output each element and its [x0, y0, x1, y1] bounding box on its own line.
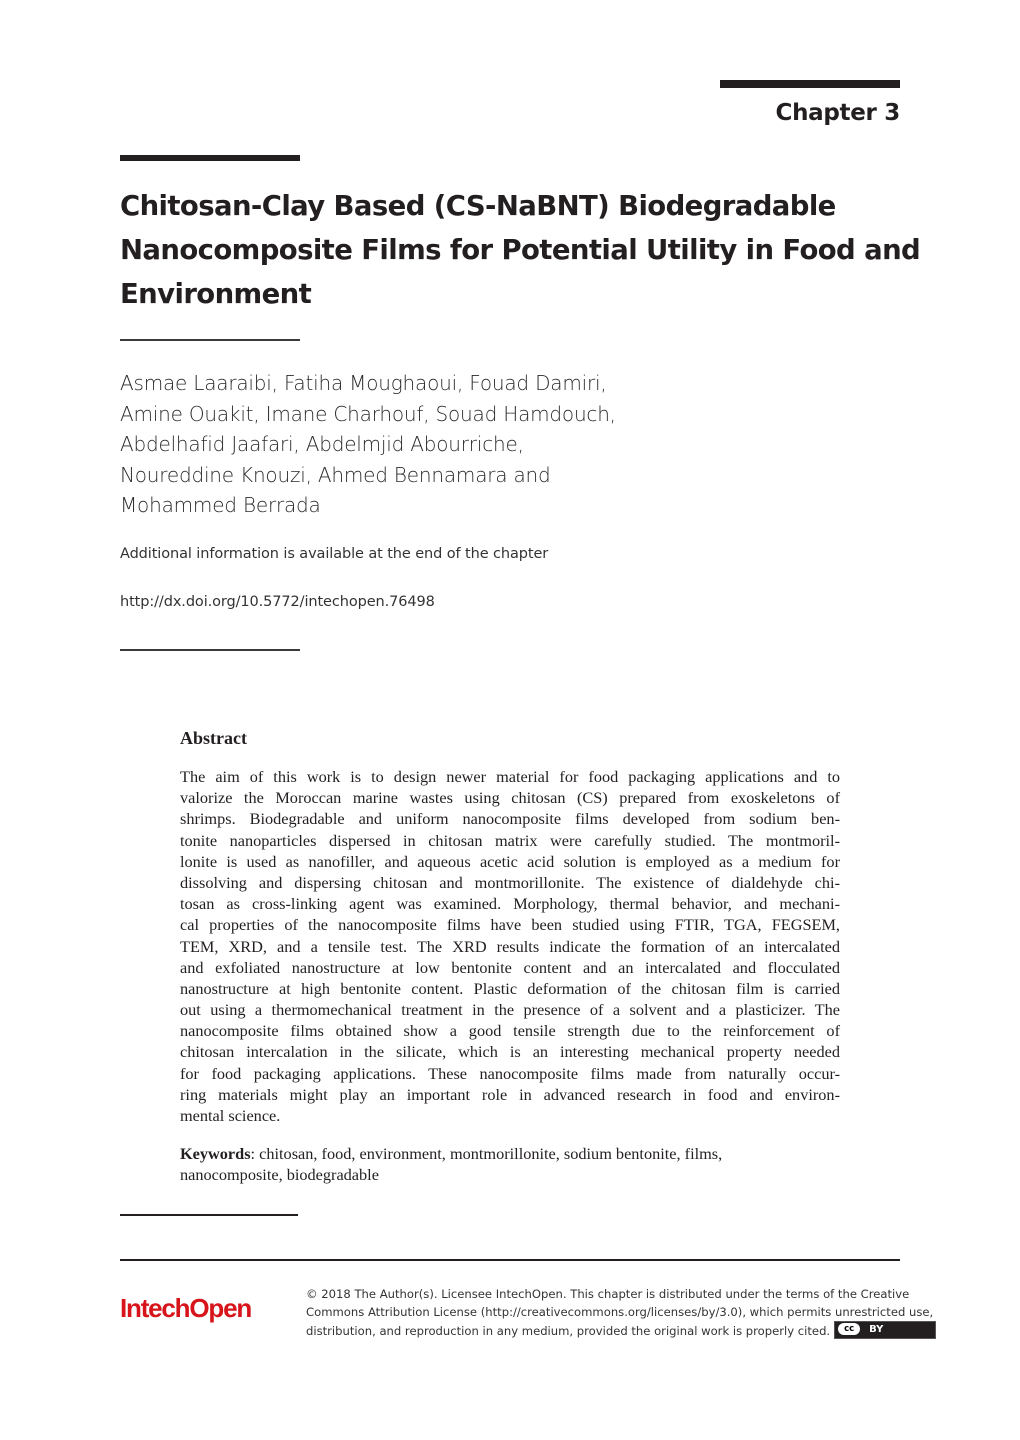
abstract-line: nanostructure at high bentonite content. Plastic deformation of the chitosan film is carried [180, 978, 840, 998]
additional-info-note: Additional information is available at the end of the chapter [120, 546, 549, 562]
keywords-line: nanocomposite, biodegradable [180, 1165, 379, 1185]
abstract-line: The aim of this work is to design newer material for food packaging applications and to [180, 767, 840, 786]
abstract-line: cal properties of the nanocomposite films have been studied using FTIR, TGA, FEGSEM, [180, 915, 840, 935]
cc-icon: cc [838, 1323, 860, 1335]
title-line: Environment [120, 278, 312, 310]
abstract-line: ring materials might play an important role in advanced research in food and environ- [180, 1084, 840, 1104]
keywords-list: : chitosan, food, environment, montmorillonite, sodium bentonite, films, [250, 1144, 723, 1163]
title-line: Chitosan-Clay Based (CS-NaBNT) Biodegradable [120, 190, 836, 222]
abstract-line: and exfoliated nanostructure at low bentonite content and an intercalated and flocculated [180, 957, 840, 977]
cc-by-license-badge[interactable] [834, 1321, 936, 1339]
author-line: Mohammed Berrada [120, 493, 321, 517]
abstract-line: valorize the Moroccan marine wastes using chitosan (CS) prepared from exoskeletons of [180, 788, 840, 808]
license-text: distribution, and reproduction in any medium, provided the original work is properly cited. [306, 1323, 831, 1338]
license-line: Commons Attribution License (http://creativecommons.org/licenses/by/3.0), which permits unrestricted use, [306, 1305, 934, 1320]
abstract-line: for food packaging applications. These nanocomposite films made from naturally occur- [180, 1063, 840, 1083]
abstract-heading: Abstract [180, 728, 247, 748]
divider [120, 339, 300, 341]
abstract-line: TEM, XRD, and a tensile test. The XRD results indicate the formation of an intercalated [180, 936, 840, 956]
author-line: Asmae Laaraibi, Fatiha Moughaoui, Fouad Damiri, [120, 371, 607, 395]
license-statement [306, 1285, 934, 1340]
abstract-line: tosan as cross-linking agent was examined. Morphology, thermal behavior, and mechani- [180, 894, 840, 914]
abstract-line: out using a thermomechanical treatment in the presence of a solvent and a plasticizer. The [180, 1000, 840, 1020]
title-line: Nanocomposite Films for Potential Utility in Food and [120, 234, 921, 266]
chapter-decorative-bar [720, 80, 900, 88]
abstract-line: chitosan intercalation in the silicate, which is an interesting mechanical property needed [180, 1042, 840, 1062]
abstract-line: nanocomposite films obtained show a good tensile strength due to the reinforcement of [180, 1021, 840, 1041]
abstract-body [180, 766, 840, 1126]
author-line: Amine Ouakit, Imane Charhouf, Souad Hamdouch, [120, 401, 616, 426]
license-line: © 2018 The Author(s). Licensee IntechOpen. This chapter is distributed under the terms of the Creative [306, 1287, 910, 1301]
divider [120, 1214, 298, 1216]
by-icon: BY [869, 1324, 884, 1336]
keywords-line [180, 1143, 840, 1164]
abstract-line: shrimps. Biodegradable and uniform nanocomposite films developed from sodium ben- [180, 809, 840, 829]
abstract-line: mental science. [180, 1106, 281, 1125]
author-list [120, 368, 616, 521]
doi-link[interactable]: http://dx.doi.org/10.5772/intechopen.76498 [120, 594, 435, 610]
chapter-label: Chapter 3 [775, 100, 900, 126]
abstract-line: dissolving and dispersing chitosan and montmorillonite. The existence of dialdehyde chi- [180, 872, 840, 892]
author-line: Noureddine Knouzi, Ahmed Bennamara and [120, 462, 551, 487]
footer-divider [120, 1259, 900, 1261]
author-line: Abdelhafid Jaafari, Abdelmjid Abourriche, [120, 432, 524, 456]
intechopen-logo: IntechOpen [120, 1293, 252, 1323]
divider [120, 649, 300, 651]
keywords [180, 1143, 840, 1185]
abstract-line: tonite nanoparticles dispersed in chitosan matrix were carefully studied. The montmoril- [180, 830, 840, 850]
keywords-label: Keywords [180, 1144, 251, 1163]
abstract-line: lonite is used as nanofiller, and aqueous acetic acid solution is employed as a medium for [180, 851, 840, 871]
chapter-title [120, 184, 921, 316]
title-decorative-bar [120, 155, 300, 161]
license-line [306, 1322, 906, 1341]
